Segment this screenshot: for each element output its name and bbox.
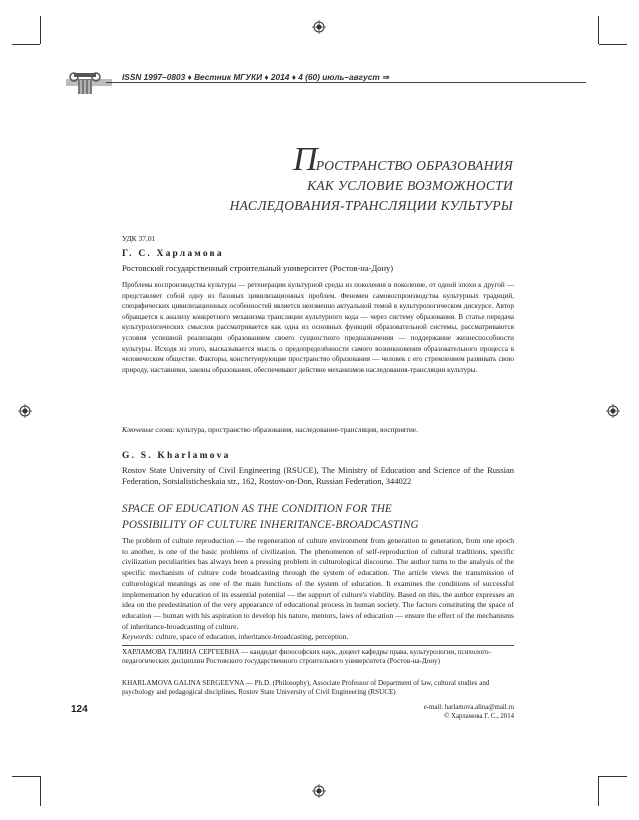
crop-mark: [40, 776, 41, 806]
author-name-en: G. S. Kharlamova: [122, 451, 231, 461]
article-title: [229, 141, 513, 216]
crop-mark: [12, 776, 40, 777]
keywords-label: Keywords:: [122, 632, 154, 641]
crop-mark: [599, 776, 627, 777]
arrow-right-icon: ⇒: [382, 72, 389, 82]
page-number: 124: [71, 704, 88, 715]
udk-code: УДК 37.01: [122, 234, 156, 243]
author-bio-ru: ХАРЛАМОВА ГАЛИНА СЕРГЕЕВНА — кандидат философских наук, доцент кафедры права, культурологии, психолого-педагогических дисциплин Ростовского государственного строительного университета (Ростов-на-Дону): [122, 648, 491, 666]
crop-mark: [599, 44, 627, 45]
registration-mark-icon: [312, 20, 326, 34]
journal-header-text: ISSN 1997–0803 ♦ Вестник МГУКИ ♦ 2014 ♦ 4 (60) июль–август ⇒: [122, 72, 389, 82]
column-capital-logo-icon: [66, 70, 112, 96]
keywords-ru: [122, 425, 514, 434]
abstract-ru: Проблема воспроизводства культуры — ретенерации культурной среды из поколения в поколение, от одной эпохи к другой — представляет собой одну из базовых цивилизационных проблем. Феномен самовоспроизводства культурных традиций, специфических цивилизационных особенностей является неизменно актуальной темой в культурологическом дискурсе. Автор обращается к анализу конкретного механизма трансляции культурного кода — через систему образования. В статье передача культурологических смыслов рассматривается как одна из основных функций образовательной системы, рассматриваются условия успешной реализации образованием своего сущностного предназначения — поддержание жизнеспособности культуры. Исходя из этого, высказывается мысль о предопределённости самого возникновения образовательного процесса в человеческом обществе. Факторы, конституирующие пространство образования — человек с его стремлением развивать свою природу, наставники, законы образования, обеспечивают действие механизмов наследования-трансляции культуры.: [122, 281, 514, 374]
crop-mark: [40, 16, 41, 44]
abstract-en: The problem of culture reproduction — the regeneration of culture environment from generation to generation, from one epoch to another, is one of the basic problems of civilization. The phenomenon of self-reproduction of cultural traditions, specific civilization peculiarities has always been a pressing problem in culturological discourse. The author turns to the analysis of the specific mechanism of culture code broadcasting through the system of education. The article views the transmission of culturological meanings as one of the main functions of the system of education. It examines the conditions of successful implementation by education of its essential potential — the support of culture's viability. Based on this, the author expresses an idea on the predestination of the very appearance of educational process in human society. The factors constituting the space of education — human with his aspiration to develop his nature, mentors, laws of education — ensure the effect of the mechanisms of inheritance-broadcasting of culture.: [122, 536, 514, 631]
header-rule: [106, 82, 586, 83]
crop-mark: [12, 44, 40, 45]
journal-name: Вестник МГУКИ: [194, 72, 263, 82]
keywords-value: culture, space of education, inheritance-broadcasting, perception.: [155, 632, 349, 641]
title-line-1: РОСТРАНСТВО ОБРАЗОВАНИЯ: [315, 158, 513, 173]
crop-mark: [598, 776, 599, 806]
journal-issue: 4 (60) июль–август: [298, 72, 380, 82]
registration-mark-icon: [18, 404, 32, 418]
title-line-3: НАСЛЕДОВАНИЯ-ТРАНСЛЯЦИИ КУЛЬТУРЫ: [229, 198, 513, 213]
running-header: [66, 70, 586, 96]
affiliation-en: Rostov State University of Civil Engineering (RSUCE), The Ministry of Education and Science of the Russian Federation, Sotsialisticheskaia str., 162, Rostov-on-Don, Russian Federation, 344022: [122, 465, 514, 486]
copyright: © Харламова Г. С., 2014: [444, 713, 514, 720]
english-title-line-1: SPACE OF EDUCATION AS THE CONDITION FOR THE: [122, 503, 392, 515]
author-email: e-mail: harlamova.alina@mail.ru: [423, 704, 514, 711]
divider: [122, 645, 514, 646]
author-bio-en: KHARLAMOVA GALINA SERGEEVNA — Ph.D. (Philosophy), Associate Professor of Department of law, cultural studies and psychology and pedagogical disciplines, Rostov State University of Civil Engineering (RSUCE): [122, 679, 490, 697]
title-initial: П: [292, 141, 318, 178]
author-name-ru: Г. С. Харламова: [122, 249, 224, 259]
journal-year: 2014: [270, 72, 290, 82]
registration-mark-icon: [312, 784, 326, 798]
english-title-line-2: POSSIBILITY OF CULTURE INHERITANCE-BROADCASTING: [122, 519, 419, 531]
keywords-label: Ключевые слова:: [122, 425, 175, 434]
crop-mark: [598, 16, 599, 44]
registration-mark-icon: [606, 404, 620, 418]
affiliation-ru: Ростовский государственный строительный университет (Ростов-на-Дону): [122, 263, 394, 273]
issn: ISSN 1997–0803: [122, 72, 186, 82]
english-title: [122, 501, 514, 533]
keywords-value: культура, пространство образования, наследование-трансляция, восприятие.: [176, 425, 418, 434]
keywords-en: [122, 632, 514, 641]
title-line-2: КАК УСЛОВИЕ ВОЗМОЖНОСТИ: [307, 178, 513, 193]
